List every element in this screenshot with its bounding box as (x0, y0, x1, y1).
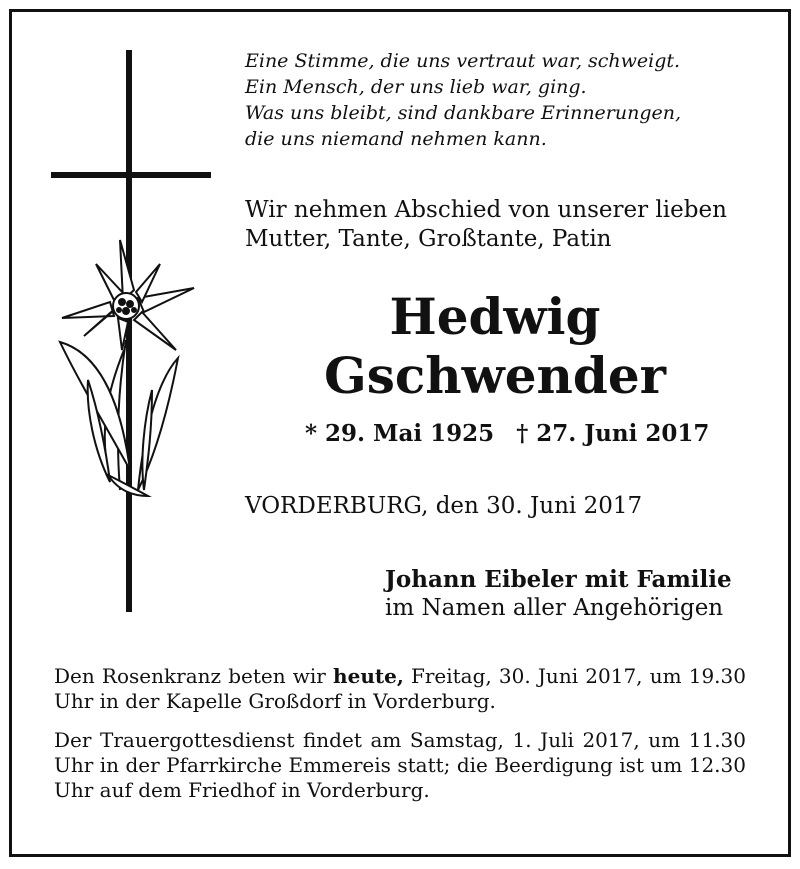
mourner-subline: im Namen aller Angehörigen (385, 595, 724, 621)
rosary-text-end: Freitag, 30. Juni 2017, um 19.30 Uhr in der Kapelle Großdorf in Vorderburg. (54, 664, 746, 713)
funeral-announcement: Der Trauergottesdienst findet am Samstag, 1. Juli 2017, um 11.30 Uhr in der Pfarrkirche Emmereis statt; die Beerdigung ist um 12.30 Uhr auf dem Friedhof in Vorderburg. (54, 728, 746, 802)
poem-line: Eine Stimme, die uns vertraut war, schweigt. (245, 50, 681, 72)
cross-horizontal-bar (51, 172, 211, 178)
rosary-announcement (54, 664, 746, 714)
mourner-name: Johann Eibeler mit Familie (385, 566, 732, 593)
place-and-date: VORDERBURG, den 30. Juni 2017 (245, 493, 643, 519)
mourners-signature (385, 566, 732, 622)
poem-line: Ein Mensch, der uns lieb war, ging. (245, 76, 587, 98)
birth-date: * 29. Mai 1925 (305, 420, 495, 447)
rosary-emphasis: heute, (333, 664, 404, 688)
deceased-last-name: Gschwender (324, 346, 666, 405)
death-date: † 27. Juni 2017 (516, 420, 710, 447)
intro-line: Wir nehmen Abschied von unserer lieben (245, 197, 727, 223)
life-dates (305, 420, 709, 448)
deceased-first-name: Hedwig (389, 287, 601, 346)
cross-edelweiss-icon (48, 50, 218, 615)
rosary-text-start: Den Rosenkranz beten wir (54, 664, 334, 688)
farewell-intro (245, 196, 727, 254)
poem-line: die uns niemand nehmen kann. (245, 128, 547, 150)
memorial-poem (245, 48, 681, 152)
poem-line: Was uns bleibt, sind dankbare Erinnerungen, (245, 102, 682, 124)
intro-line: Mutter, Tante, Großtante, Patin (245, 226, 612, 252)
